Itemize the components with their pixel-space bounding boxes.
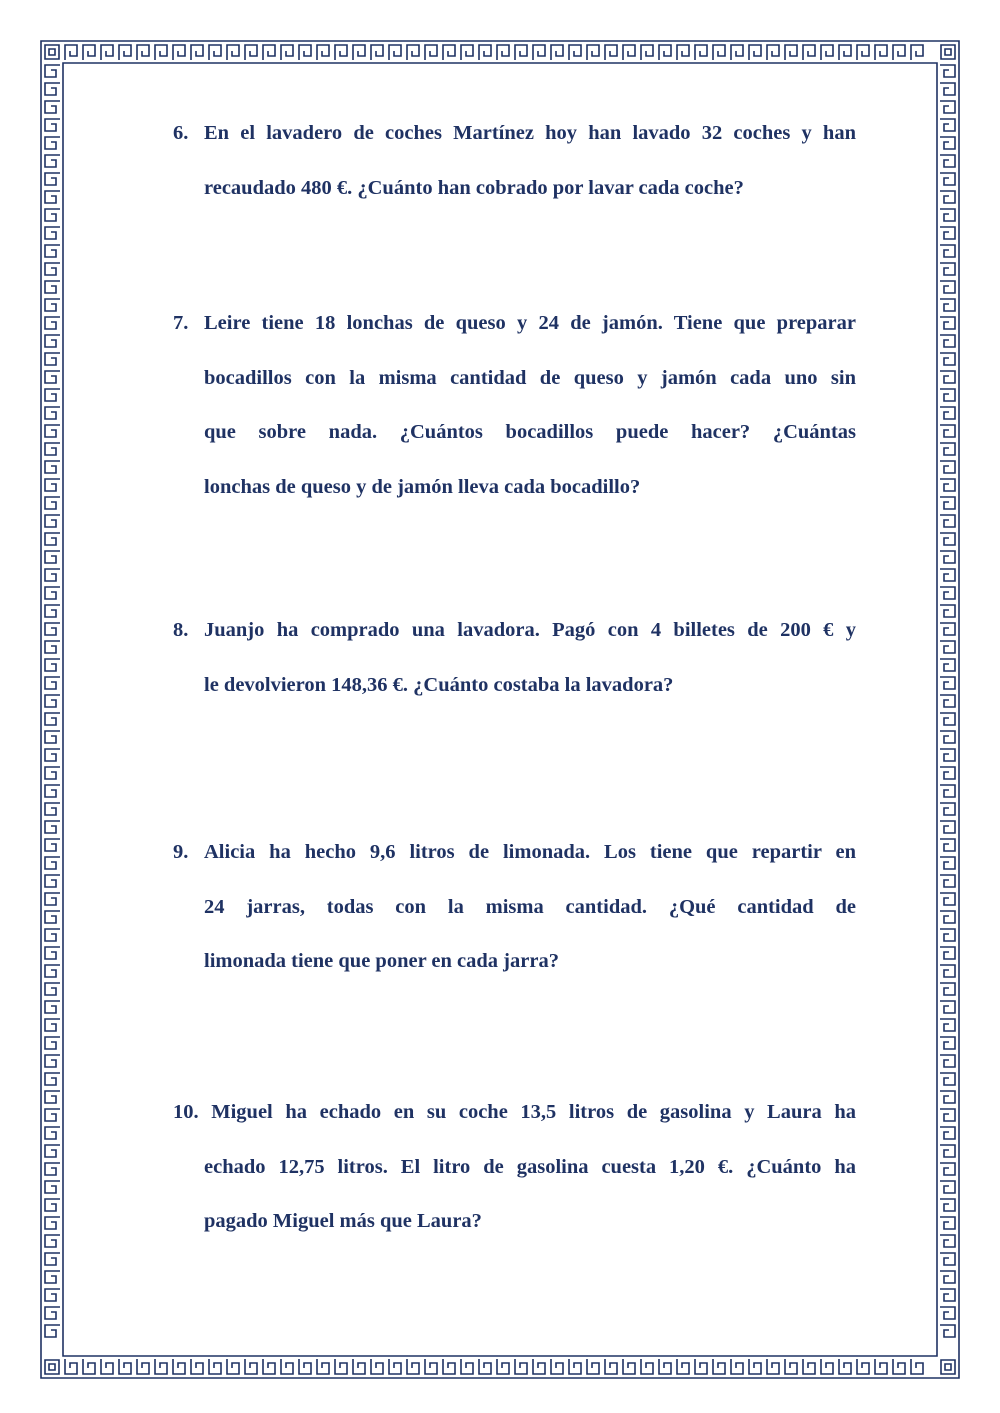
problem-text: Juanjo ha comprado una lavadora. Pagó con 4 billetes de 200 € y <box>204 619 856 641</box>
problem-number: 10. <box>173 1101 199 1123</box>
problem-line: le devolvieron 148,36 €. ¿Cuánto costaba la lavadora? <box>204 673 674 696</box>
problem-line: lonchas de queso y de jamón lleva cada bocadillo? <box>204 475 641 498</box>
problem-text: En el lavadero de coches Martínez hoy han lavado 32 coches y han <box>204 122 856 144</box>
problem-7 <box>173 296 856 514</box>
problem-text: Leire tiene 18 lonchas de queso y 24 de jamón. Tiene que preparar <box>204 312 856 334</box>
problem-line: echado 12,75 litros. El litro de gasolina cuesta 1,20 €. ¿Cuánto ha <box>204 1155 856 1178</box>
problem-9 <box>173 825 856 989</box>
problem-line <box>173 603 856 658</box>
problem-6 <box>173 106 856 215</box>
problem-number: 9. <box>173 841 189 863</box>
problem-line: 24 jarras, todas con la misma cantidad. ¿Qué cantidad de <box>204 895 856 918</box>
problem-line: pagado Miguel más que Laura? <box>204 1210 482 1232</box>
problem-line <box>173 825 856 880</box>
problem-number: 8. <box>173 619 189 641</box>
problem-line <box>173 296 856 351</box>
problem-10 <box>173 1085 856 1249</box>
problem-line: limonada tiene que poner en cada jarra? <box>204 950 559 972</box>
problem-line: recaudado 480 €. ¿Cuánto han cobrado por lavar cada coche? <box>204 176 744 199</box>
problem-text: Miguel ha echado en su coche 13,5 litros de gasolina y Laura ha <box>211 1101 856 1123</box>
problem-line <box>173 106 856 161</box>
problem-number: 6. <box>173 122 189 144</box>
problem-line: bocadillos con la misma cantidad de queso y jamón cada uno sin <box>204 366 856 389</box>
problem-line <box>173 1085 856 1140</box>
problem-line: que sobre nada. ¿Cuántos bocadillos puede hacer? ¿Cuántas <box>204 421 856 443</box>
problem-number: 7. <box>173 312 189 334</box>
problem-8 <box>173 603 856 712</box>
problem-text: Alicia ha hecho 9,6 litros de limonada. Los tiene que repartir en <box>204 841 856 863</box>
